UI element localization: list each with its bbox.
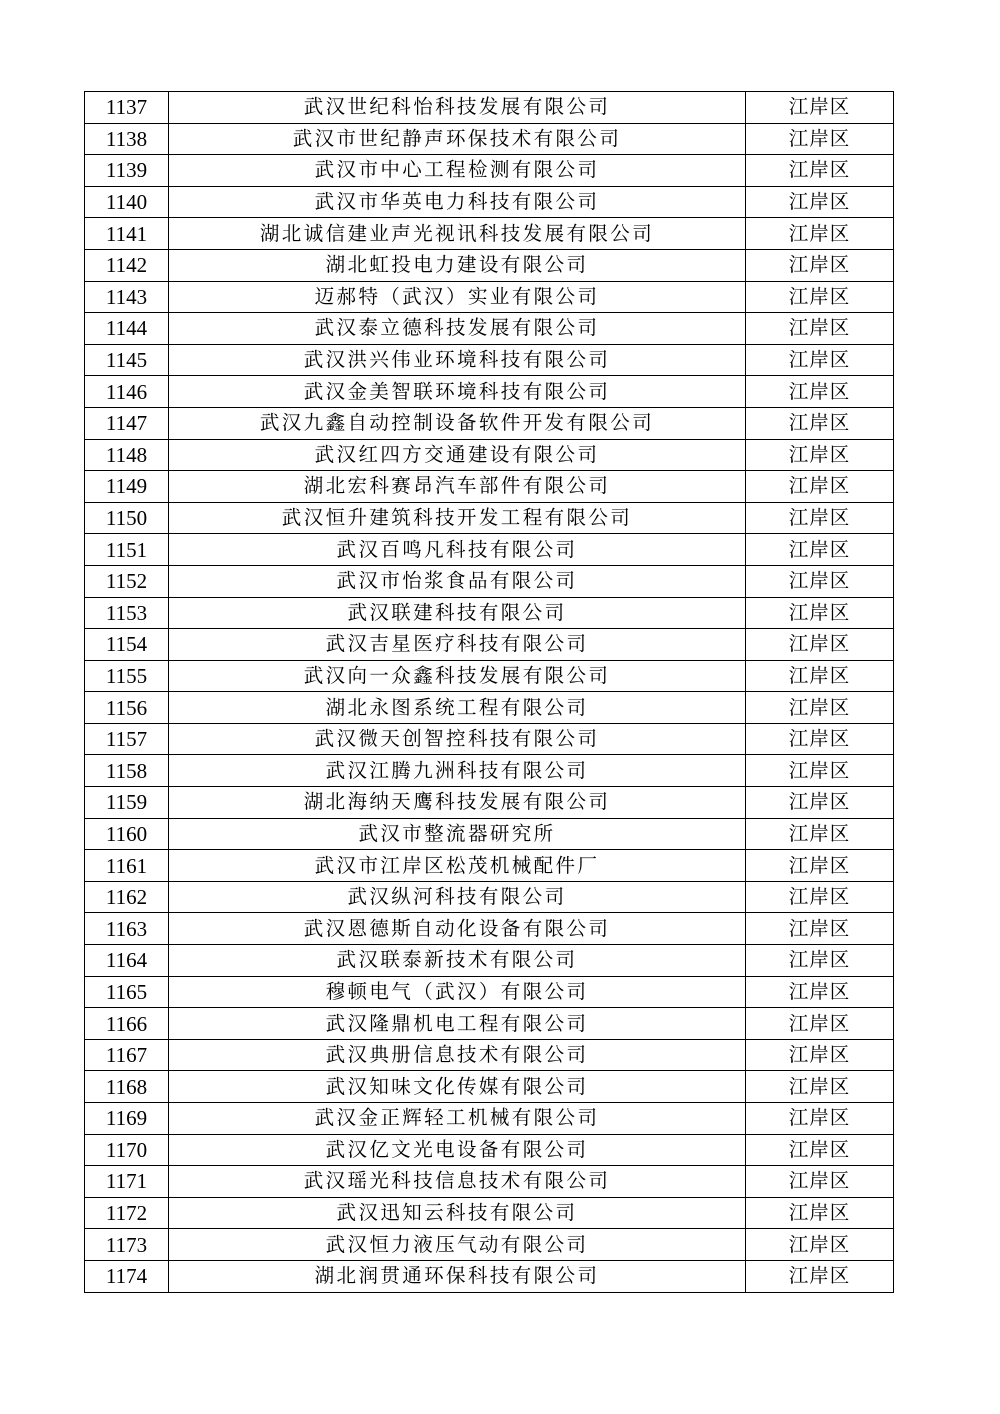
row-number: 1143	[85, 281, 169, 313]
table-row	[85, 1197, 894, 1229]
row-number: 1153	[85, 597, 169, 629]
table-row	[85, 344, 894, 376]
table-row	[85, 1103, 894, 1135]
table-row	[85, 186, 894, 218]
row-number: 1144	[85, 313, 169, 345]
table-row	[85, 439, 894, 471]
table-row	[85, 818, 894, 850]
row-number: 1174	[85, 1260, 169, 1292]
district-name: 江岸区	[746, 1134, 894, 1166]
company-name: 武汉市世纪静声环保技术有限公司	[169, 123, 746, 155]
company-name: 武汉亿文光电设备有限公司	[169, 1134, 746, 1166]
table-row	[85, 502, 894, 534]
row-number: 1157	[85, 723, 169, 755]
company-name: 武汉江腾九洲科技有限公司	[169, 755, 746, 787]
company-name: 武汉红四方交通建设有限公司	[169, 439, 746, 471]
table-row	[85, 565, 894, 597]
row-number: 1148	[85, 439, 169, 471]
district-name: 江岸区	[746, 249, 894, 281]
company-name: 武汉市整流器研究所	[169, 818, 746, 850]
district-name: 江岸区	[746, 723, 894, 755]
table-row	[85, 1229, 894, 1261]
district-name: 江岸区	[746, 1039, 894, 1071]
district-name: 江岸区	[746, 218, 894, 250]
row-number: 1142	[85, 249, 169, 281]
table-row	[85, 755, 894, 787]
district-name: 江岸区	[746, 376, 894, 408]
row-number: 1139	[85, 155, 169, 187]
table-row	[85, 1071, 894, 1103]
district-name: 江岸区	[746, 1229, 894, 1261]
district-name: 江岸区	[746, 850, 894, 882]
table-row	[85, 123, 894, 155]
company-name: 武汉吉星医疗科技有限公司	[169, 629, 746, 661]
district-name: 江岸区	[746, 1166, 894, 1198]
table-row	[85, 534, 894, 566]
district-name: 江岸区	[746, 818, 894, 850]
district-name: 江岸区	[746, 1260, 894, 1292]
district-name: 江岸区	[746, 155, 894, 187]
company-name: 武汉微天创智控科技有限公司	[169, 723, 746, 755]
company-name: 武汉金美智联环境科技有限公司	[169, 376, 746, 408]
company-name: 武汉市江岸区松茂机械配件厂	[169, 850, 746, 882]
district-name: 江岸区	[746, 976, 894, 1008]
table-row	[85, 629, 894, 661]
district-name: 江岸区	[746, 1071, 894, 1103]
table-row	[85, 249, 894, 281]
company-name: 武汉世纪科怡科技发展有限公司	[169, 92, 746, 124]
table-row	[85, 281, 894, 313]
district-name: 江岸区	[746, 92, 894, 124]
table-row	[85, 313, 894, 345]
table-row	[85, 218, 894, 250]
row-number: 1149	[85, 471, 169, 503]
table-row	[85, 881, 894, 913]
company-name: 武汉典册信息技术有限公司	[169, 1039, 746, 1071]
table-row	[85, 376, 894, 408]
table-row	[85, 976, 894, 1008]
row-number: 1165	[85, 976, 169, 1008]
company-name: 迈郝特（武汉）实业有限公司	[169, 281, 746, 313]
district-name: 江岸区	[746, 1197, 894, 1229]
company-name: 武汉联泰新技术有限公司	[169, 945, 746, 977]
district-name: 江岸区	[746, 123, 894, 155]
company-name: 武汉恒升建筑科技开发工程有限公司	[169, 502, 746, 534]
district-name: 江岸区	[746, 502, 894, 534]
row-number: 1170	[85, 1134, 169, 1166]
company-name: 湖北永图系统工程有限公司	[169, 692, 746, 724]
company-name: 武汉金正辉轻工机械有限公司	[169, 1103, 746, 1135]
row-number: 1167	[85, 1039, 169, 1071]
district-name: 江岸区	[746, 471, 894, 503]
district-name: 江岸区	[746, 1103, 894, 1135]
row-number: 1172	[85, 1197, 169, 1229]
district-name: 江岸区	[746, 407, 894, 439]
row-number: 1150	[85, 502, 169, 534]
table-row	[85, 1039, 894, 1071]
row-number: 1137	[85, 92, 169, 124]
district-name: 江岸区	[746, 692, 894, 724]
district-name: 江岸区	[746, 913, 894, 945]
table-row	[85, 913, 894, 945]
company-name: 湖北虹投电力建设有限公司	[169, 249, 746, 281]
row-number: 1166	[85, 1008, 169, 1040]
row-number: 1145	[85, 344, 169, 376]
company-name: 湖北诚信建业声光视讯科技发展有限公司	[169, 218, 746, 250]
row-number: 1171	[85, 1166, 169, 1198]
district-name: 江岸区	[746, 534, 894, 566]
company-name: 武汉市怡浆食品有限公司	[169, 565, 746, 597]
company-name: 武汉九鑫自动控制设备软件开发有限公司	[169, 407, 746, 439]
company-name: 武汉市中心工程检测有限公司	[169, 155, 746, 187]
company-name: 湖北海纳天鹰科技发展有限公司	[169, 787, 746, 819]
company-name: 武汉知味文化传媒有限公司	[169, 1071, 746, 1103]
row-number: 1160	[85, 818, 169, 850]
company-name: 湖北润贯通环保科技有限公司	[169, 1260, 746, 1292]
row-number: 1161	[85, 850, 169, 882]
district-name: 江岸区	[746, 945, 894, 977]
table-row	[85, 471, 894, 503]
district-name: 江岸区	[746, 186, 894, 218]
company-name: 武汉迅知云科技有限公司	[169, 1197, 746, 1229]
table-row	[85, 945, 894, 977]
district-name: 江岸区	[746, 439, 894, 471]
row-number: 1162	[85, 881, 169, 913]
company-name: 武汉市华英电力科技有限公司	[169, 186, 746, 218]
district-name: 江岸区	[746, 597, 894, 629]
company-name: 穆顿电气（武汉）有限公司	[169, 976, 746, 1008]
row-number: 1152	[85, 565, 169, 597]
table-row	[85, 407, 894, 439]
row-number: 1146	[85, 376, 169, 408]
table-row	[85, 787, 894, 819]
table-row	[85, 850, 894, 882]
company-name: 武汉联建科技有限公司	[169, 597, 746, 629]
company-name: 武汉恩德斯自动化设备有限公司	[169, 913, 746, 945]
table-row	[85, 660, 894, 692]
company-list-table	[84, 91, 894, 1293]
table-row	[85, 597, 894, 629]
company-name: 武汉瑶光科技信息技术有限公司	[169, 1166, 746, 1198]
company-name: 武汉隆鼎机电工程有限公司	[169, 1008, 746, 1040]
row-number: 1138	[85, 123, 169, 155]
district-name: 江岸区	[746, 881, 894, 913]
company-name: 湖北宏科赛昂汽车部件有限公司	[169, 471, 746, 503]
company-name: 武汉泰立德科技发展有限公司	[169, 313, 746, 345]
table-row	[85, 1008, 894, 1040]
district-name: 江岸区	[746, 660, 894, 692]
table-row	[85, 155, 894, 187]
row-number: 1154	[85, 629, 169, 661]
row-number: 1140	[85, 186, 169, 218]
district-name: 江岸区	[746, 313, 894, 345]
row-number: 1141	[85, 218, 169, 250]
table-row	[85, 1134, 894, 1166]
district-name: 江岸区	[746, 281, 894, 313]
company-name: 武汉纵河科技有限公司	[169, 881, 746, 913]
table-row	[85, 692, 894, 724]
table-row	[85, 1166, 894, 1198]
district-name: 江岸区	[746, 755, 894, 787]
row-number: 1155	[85, 660, 169, 692]
table-row	[85, 723, 894, 755]
row-number: 1168	[85, 1071, 169, 1103]
table-row	[85, 92, 894, 124]
row-number: 1156	[85, 692, 169, 724]
company-name: 武汉恒力液压气动有限公司	[169, 1229, 746, 1261]
row-number: 1163	[85, 913, 169, 945]
row-number: 1169	[85, 1103, 169, 1135]
district-name: 江岸区	[746, 787, 894, 819]
company-name: 武汉洪兴伟业环境科技有限公司	[169, 344, 746, 376]
table-row	[85, 1260, 894, 1292]
district-name: 江岸区	[746, 344, 894, 376]
row-number: 1158	[85, 755, 169, 787]
row-number: 1147	[85, 407, 169, 439]
district-name: 江岸区	[746, 565, 894, 597]
table-body	[85, 92, 894, 1293]
company-name: 武汉百鸣凡科技有限公司	[169, 534, 746, 566]
district-name: 江岸区	[746, 629, 894, 661]
district-name: 江岸区	[746, 1008, 894, 1040]
row-number: 1159	[85, 787, 169, 819]
company-name: 武汉向一众鑫科技发展有限公司	[169, 660, 746, 692]
row-number: 1173	[85, 1229, 169, 1261]
row-number: 1151	[85, 534, 169, 566]
row-number: 1164	[85, 945, 169, 977]
